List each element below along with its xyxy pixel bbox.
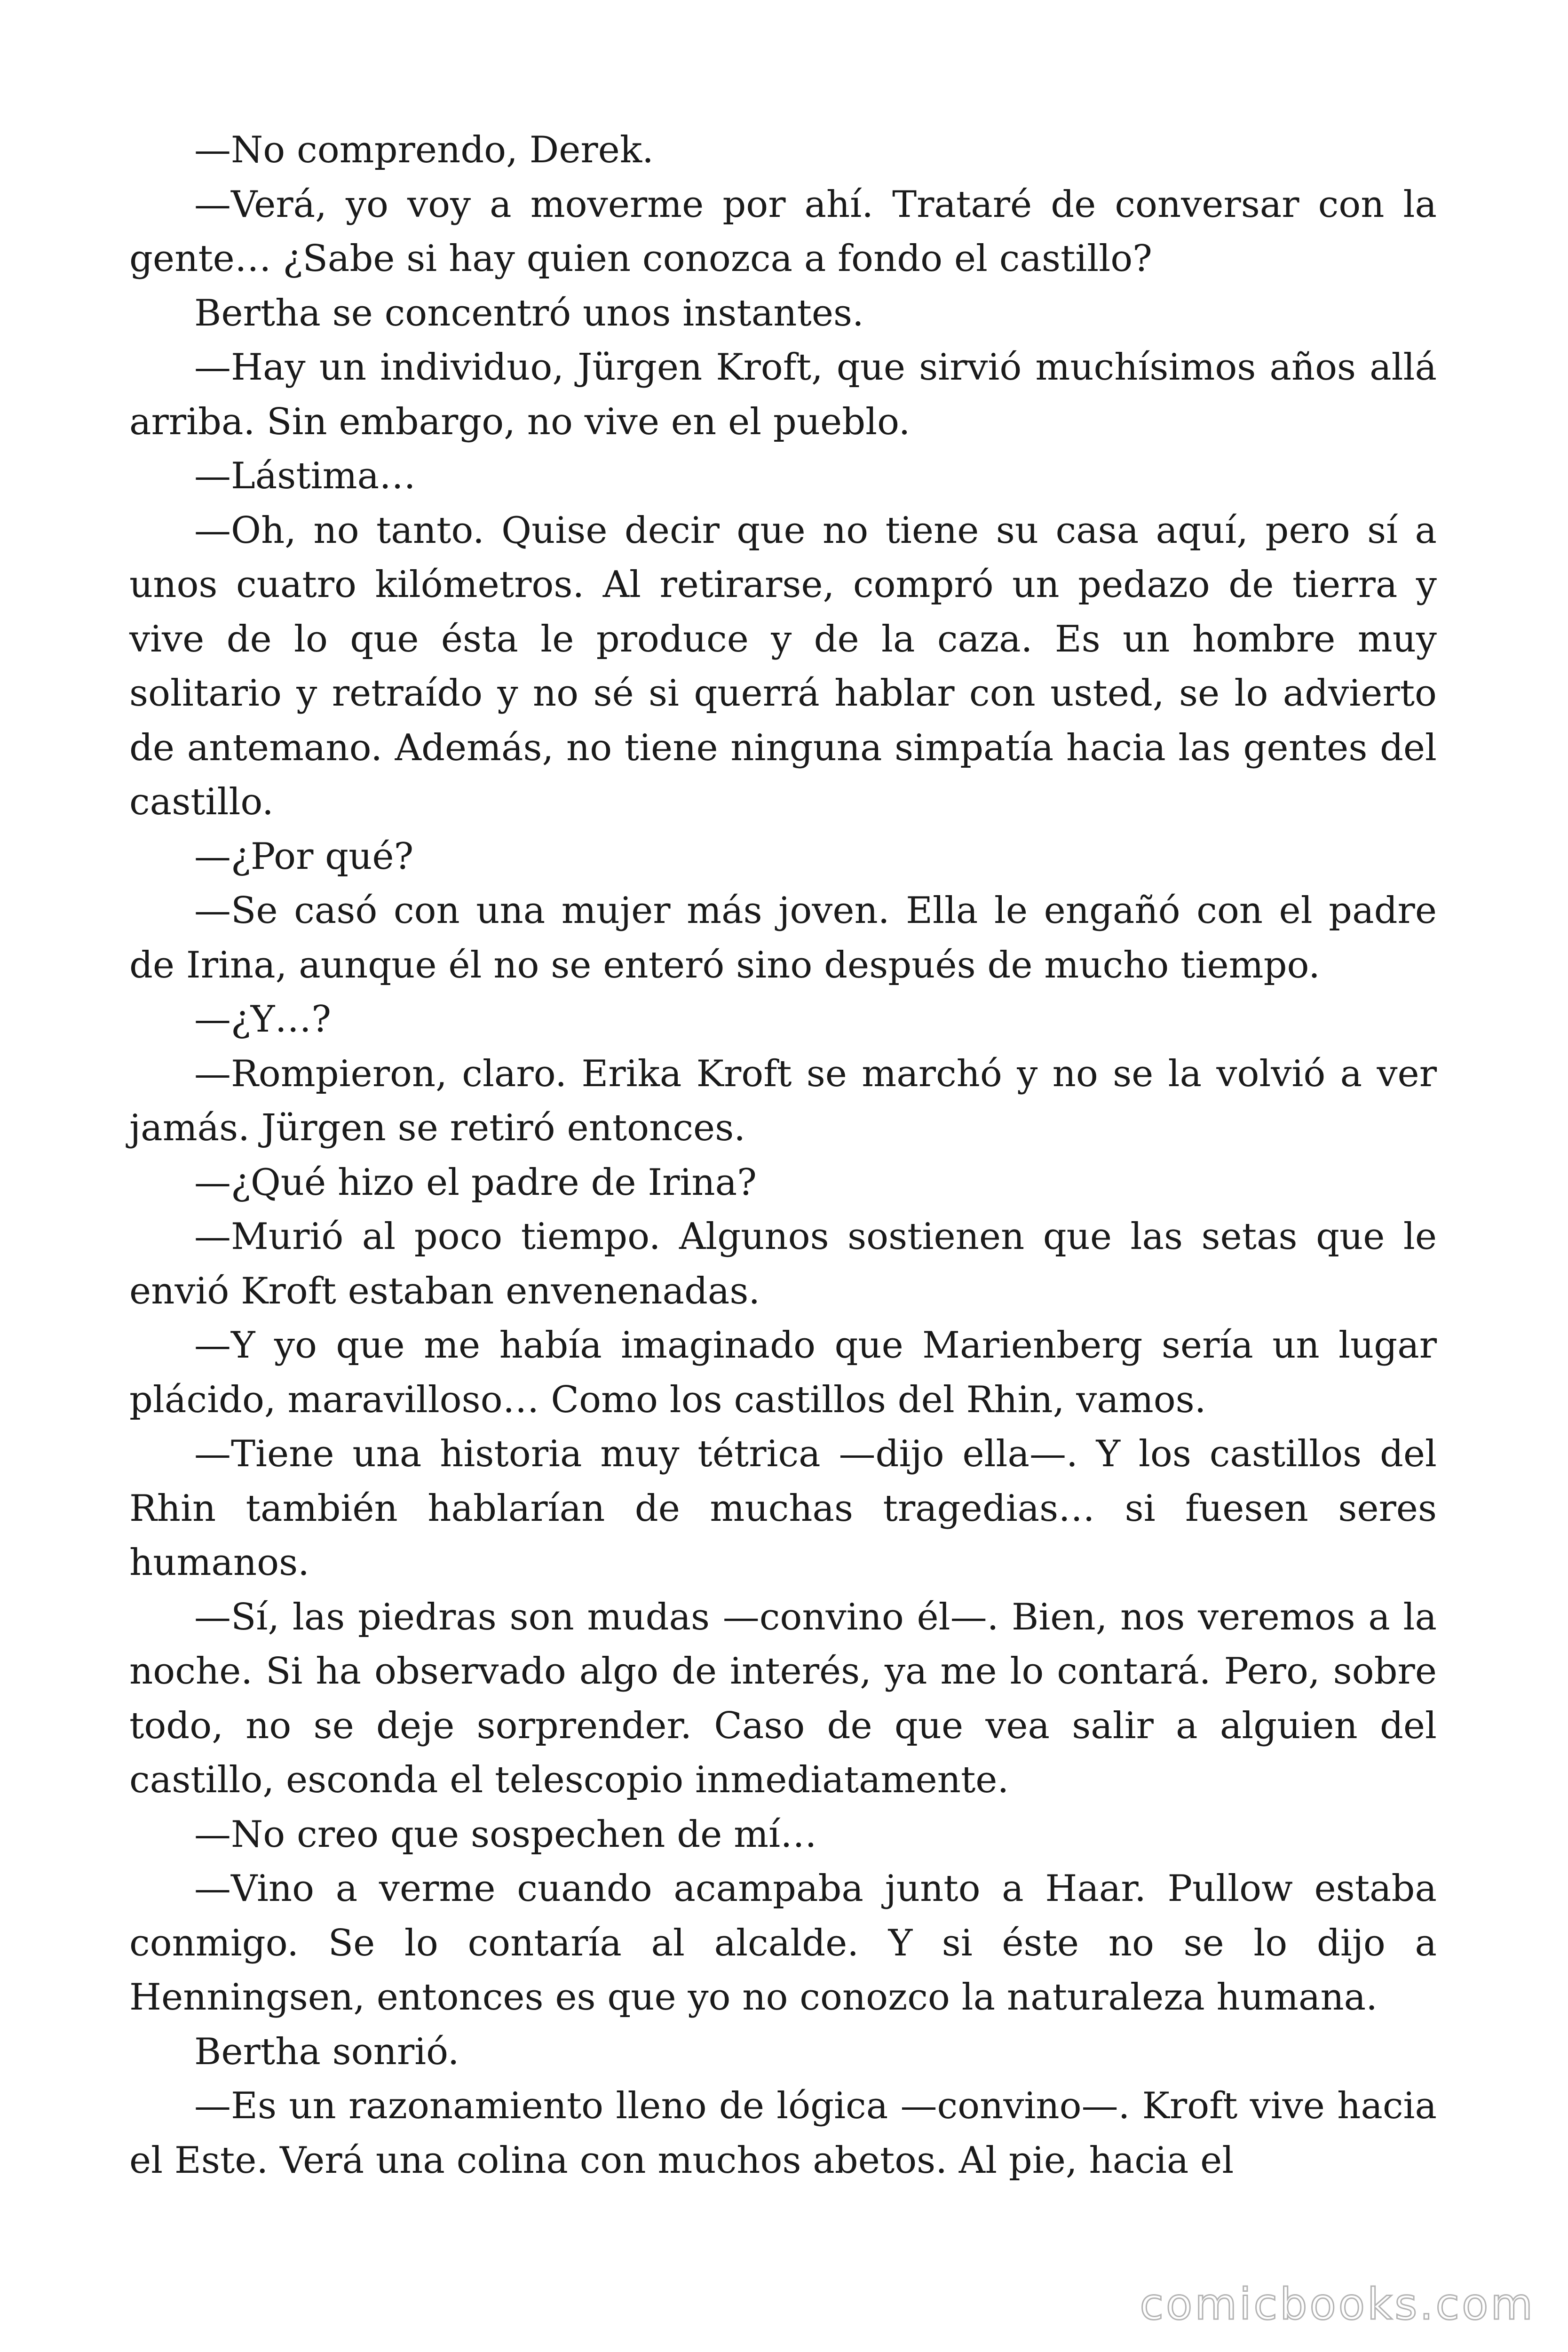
paragraph: —Hay un individuo, Jürgen Kroft, que sirvió muchísimos años allá arriba. Sin embargo, no vive en el pueblo. — [129, 346, 1437, 443]
paragraph: —Murió al poco tiempo. Algunos sostienen que las setas que le envió Kroft estaban envenenadas. — [129, 1216, 1437, 1312]
body-text — [129, 123, 1437, 2188]
paragraph: —No comprendo, Derek. — [194, 129, 654, 171]
paragraph: —Lástima… — [194, 455, 416, 497]
watermark: comicbooks.com — [1140, 2279, 1535, 2329]
paragraph: —Vino a verme cuando acampaba junto a Haar. Pullow estaba conmigo. Se lo contaría al alcalde. Y si éste no se lo dijo a Henningsen, entonces es que yo no conozco la naturaleza humana. — [129, 1867, 1437, 2018]
paragraph: —¿Por qué? — [194, 835, 414, 878]
paragraph: —¿Qué hizo el padre de Irina? — [194, 1161, 757, 1204]
paragraph: —No creo que sospechen de mí… — [194, 1813, 817, 1856]
paragraph: Bertha se concentró unos instantes. — [194, 292, 864, 334]
paragraph: —Y yo que me había imaginado que Marienberg sería un lugar plácido, maravilloso… Como los castillos del Rhin, vamos. — [129, 1324, 1437, 1421]
paragraph: —Se casó con una mujer más joven. Ella le engañó con el padre de Irina, aunque él no se enteró sino después de mucho tiempo. — [129, 890, 1437, 986]
paragraph: —Oh, no tanto. Quise decir que no tiene su casa aquí, pero sí a unos cuatro kilómetros. Al retirarse, compró un pedazo de tierra y vive de lo que ésta le produce y de la caza. Es un hombre muy solitario y retraído y no sé si querrá hablar con usted, se lo advierto de antemano. Además, no tiene ninguna simpatía hacia las gentes del castillo. — [129, 509, 1437, 823]
paragraph: —Rompieron, claro. Erika Kroft se marchó y no se la volvió a ver jamás. Jürgen se retiró entonces. — [129, 1052, 1437, 1149]
paragraph: —Tiene una historia muy tétrica —dijo ella—. Y los castillos del Rhin también hablarían de muchas tragedias… si fuesen seres humanos. — [129, 1433, 1437, 1584]
paragraph: —¿Y…? — [194, 998, 332, 1041]
paragraph: —Es un razonamiento lleno de lógica —convino—. Kroft vive hacia el Este. Verá una colina con muchos abetos. Al pie, hacia el — [129, 2085, 1437, 2182]
paragraph: —Verá, yo voy a moverme por ahí. Trataré de conversar con la gente… ¿Sabe si hay quien conozca a fondo el castillo? — [129, 183, 1437, 280]
paragraph: Bertha sonrió. — [194, 2030, 459, 2073]
paragraph: —Sí, las piedras son mudas —convino él—. Bien, nos veremos a la noche. Si ha observado algo de interés, ya me lo contará. Pero, sobre todo, no se deje sorprender. Caso de que vea salir a alguien del castillo, esconda el telescopio inmediatamente. — [129, 1596, 1437, 1801]
